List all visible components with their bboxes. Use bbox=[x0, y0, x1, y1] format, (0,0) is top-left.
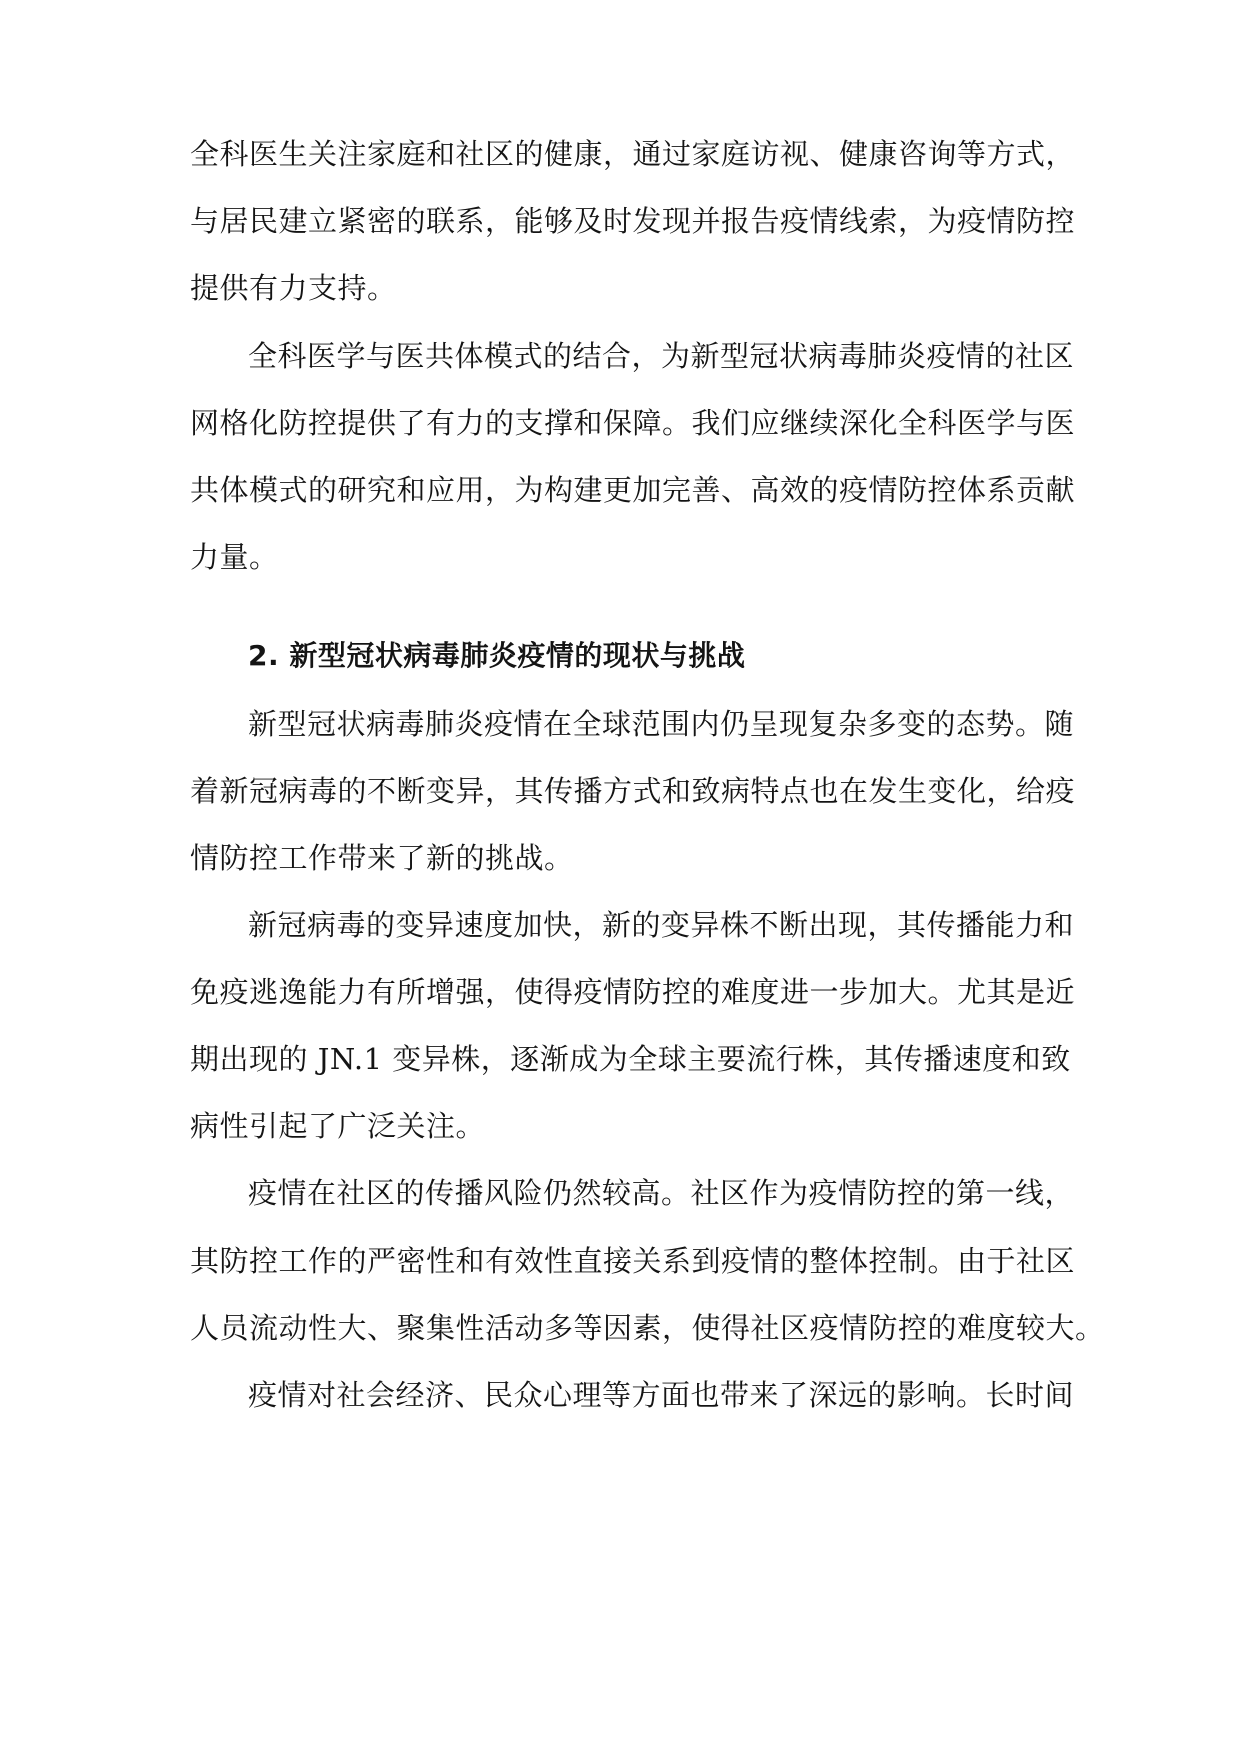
paragraph-line: 提供有力支持。 bbox=[190, 271, 397, 305]
paragraph-line: 新型冠状病毒肺炎疫情在全球范围内仍呈现复杂多变的态势。随 bbox=[248, 707, 1075, 741]
paragraph-line: 人员流动性大、聚集性活动多等因素，使得社区疫情防控的难度较大。 bbox=[190, 1311, 1105, 1345]
paragraph-line: 情防控工作带来了新的挑战。 bbox=[190, 841, 574, 875]
paragraph-line: 共体模式的研究和应用，为构建更加完善、高效的疫情防控体系贡献 bbox=[190, 473, 1076, 507]
paragraph-line: 力量。 bbox=[190, 540, 279, 574]
paragraph-line: 其防控工作的严密性和有效性直接关系到疫情的整体控制。由于社区 bbox=[190, 1244, 1076, 1278]
section-heading: 2. 新型冠状病毒肺炎疫情的现状与挑战 bbox=[248, 639, 746, 672]
paragraph-line: 疫情对社会经济、民众心理等方面也带来了深远的影响。长时间 bbox=[248, 1378, 1075, 1412]
paragraph-line: 网格化防控提供了有力的支撑和保障。我们应继续深化全科医学与医 bbox=[190, 406, 1076, 440]
paragraph-line: 新冠病毒的变异速度加快，新的变异株不断出现，其传播能力和 bbox=[248, 908, 1075, 942]
paragraph-line: 全科医生关注家庭和社区的健康，通过家庭访视、健康咨询等方式， bbox=[190, 137, 1076, 171]
paragraph-line: 着新冠病毒的不断变异，其传播方式和致病特点也在发生变化，给疫 bbox=[190, 774, 1076, 808]
paragraph-line: 疫情在社区的传播风险仍然较高。社区作为疫情防控的第一线， bbox=[248, 1176, 1075, 1210]
paragraph-line: 全科医学与医共体模式的结合，为新型冠状病毒肺炎疫情的社区 bbox=[248, 339, 1075, 373]
paragraph-line: 病性引起了广泛关注。 bbox=[190, 1109, 486, 1143]
paragraph-line: 免疫逃逸能力有所增强，使得疫情防控的难度进一步加大。尤其是近 bbox=[190, 975, 1076, 1009]
paragraph-line: 期出现的 JN.1 变异株，逐渐成为全球主要流行株，其传播速度和致 bbox=[190, 1042, 1071, 1076]
paragraph-line: 与居民建立紧密的联系，能够及时发现并报告疫情线索，为疫情防控 bbox=[190, 204, 1076, 238]
